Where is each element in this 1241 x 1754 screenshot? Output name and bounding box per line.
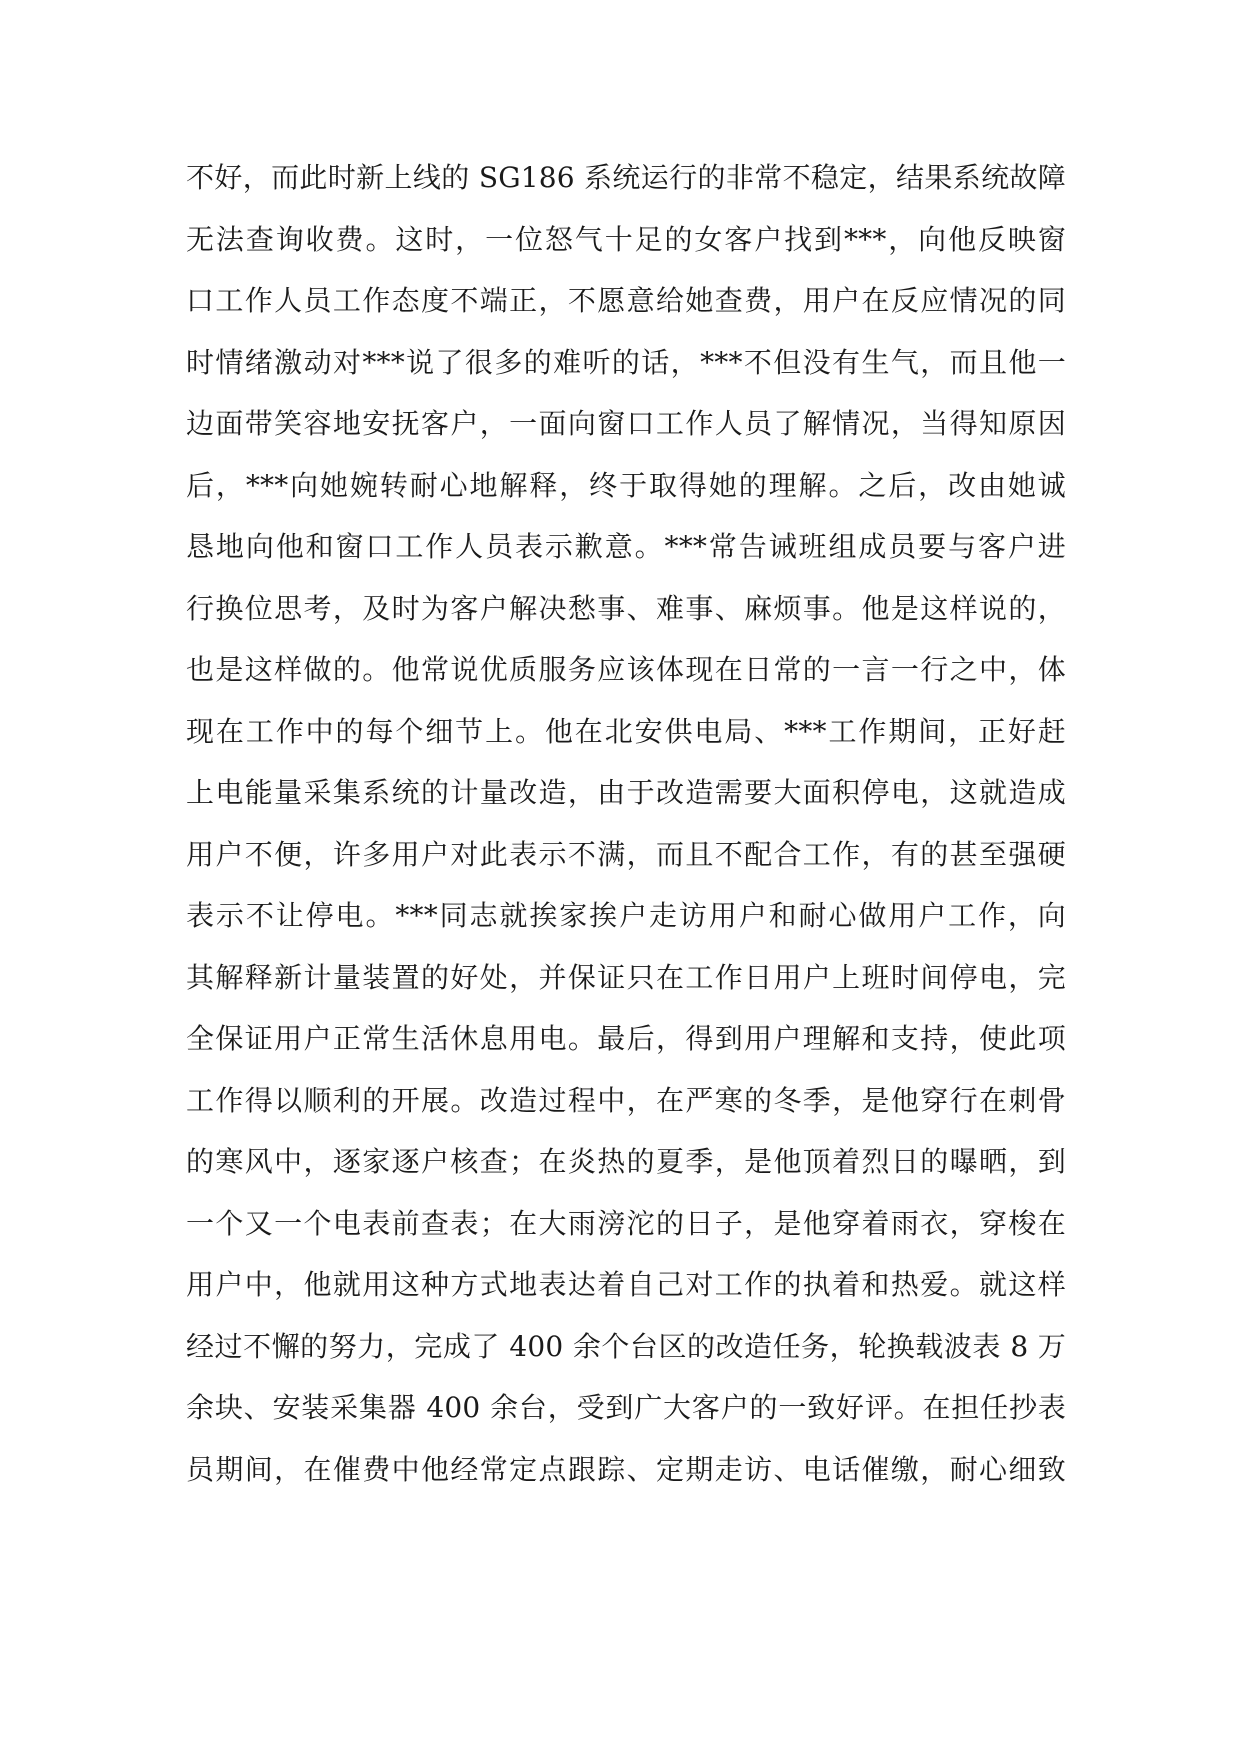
text-line: 也是这样做的。他常说优质服务应该体现在日常的一言一行之中，体 xyxy=(186,653,1066,686)
text-line: 行换位思考，及时为客户解决愁事、难事、麻烦事。他是这样说的， xyxy=(186,591,1066,625)
text-line: 恳地向他和窗口工作人员表示歉意。***常告诫班组成员要与客户进 xyxy=(186,530,1066,563)
text-line: 现在工作中的每个细节上。他在北安供电局、***工作期间，正好赶 xyxy=(186,714,1066,748)
text-line: 无法查询收费。这时，一位怒气十足的女客户找到***，向他反映窗 xyxy=(186,222,1066,256)
text-line: 表示不让停电。***同志就挨家挨户走访用户和耐心做用户工作，向 xyxy=(186,899,1066,932)
body-text xyxy=(186,147,1066,1500)
text-line: 不好，而此时新上线的 SG186 系统运行的非常不稳定，结果系统故障 xyxy=(186,161,1066,194)
text-line: 用户中，他就用这种方式地表达着自己对工作的执着和热爱。就这样 xyxy=(186,1268,1066,1301)
text-line: 全保证用户正常生活休息用电。最后，得到用户理解和支持，使此项 xyxy=(186,1022,1066,1055)
text-line: 上电能量采集系统的计量改造，由于改造需要大面积停电，这就造成 xyxy=(186,776,1066,809)
text-line: 用户不便，许多用户对此表示不满，而且不配合工作，有的甚至强硬 xyxy=(186,837,1066,871)
text-line: 一个又一个电表前查表；在大雨滂沱的日子，是他穿着雨衣，穿梭在 xyxy=(186,1206,1066,1240)
text-line: 时情绪激动对***说了很多的难听的话，***不但没有生气，而且他一 xyxy=(186,345,1066,379)
text-line: 余块、安装采集器 400 余台，受到广大客户的一致好评。在担任抄表 xyxy=(186,1391,1066,1424)
text-line: 工作得以顺利的开展。改造过程中，在严寒的冬季，是他穿行在刺骨 xyxy=(186,1083,1066,1117)
text-line: 口工作人员工作态度不端正，不愿意给她查费，用户在反应情况的同 xyxy=(186,284,1066,317)
text-line: 边面带笑容地安抚客户，一面向窗口工作人员了解情况，当得知原因 xyxy=(186,407,1066,440)
text-line: 的寒风中，逐家逐户核查；在炎热的夏季，是他顶着烈日的曝晒，到 xyxy=(186,1145,1066,1178)
text-line: 经过不懈的努力，完成了 400 余个台区的改造任务，轮换载波表 8 万 xyxy=(186,1329,1066,1363)
text-line: 其解释新计量装置的好处，并保证只在工作日用户上班时间停电，完 xyxy=(186,960,1066,994)
text-line: 后，***向她婉转耐心地解释，终于取得她的理解。之后，改由她诚 xyxy=(186,468,1066,502)
text-line: 员期间，在催费中他经常定点跟踪、定期走访、电话催缴，耐心细致 xyxy=(186,1452,1066,1486)
